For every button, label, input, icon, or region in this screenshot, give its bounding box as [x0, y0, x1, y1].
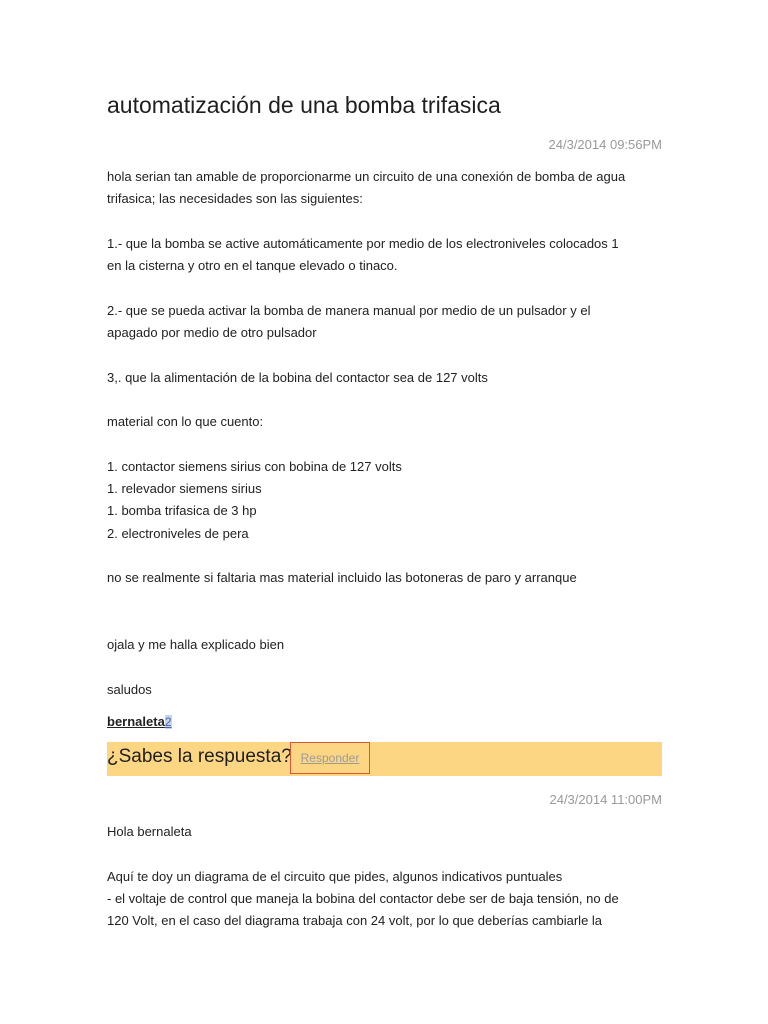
question-line: 1.- que la bomba se active automáticamente por medio de los electroniveles colocados 1	[107, 235, 619, 251]
question-line: 2.- que se pueda activar la bomba de manera manual por medio de un pulsador y el	[107, 302, 591, 318]
author-rank-badge: 2	[164, 715, 172, 729]
question-line: 3,. que la alimentación de la bobina del contactor sea de 127 volts	[107, 369, 488, 385]
question-timestamp: 24/3/2014 09:56PM	[548, 137, 662, 152]
question-line: ojala y me halla explicado bien	[107, 637, 285, 653]
question-body	[107, 166, 662, 701]
thread-title: automatización de una bomba trifasica	[107, 92, 501, 118]
question-line: saludos	[107, 681, 152, 697]
question-line: material con lo que cuento:	[107, 414, 264, 430]
answer-line: 120 Volt, en el caso del diagrama trabaja con 24 volt, por lo que deberías cambiarle la	[107, 913, 603, 929]
question-line: en la cisterna y otro en el tanque elevado o tinaco.	[107, 258, 398, 274]
answer-prompt-question: ¿Sabes la respuesta?	[107, 746, 292, 767]
answer-timestamp: 24/3/2014 11:00PM	[549, 792, 662, 807]
answer-line: Hola bernaleta	[107, 824, 192, 839]
reply-button[interactable]: Responder	[290, 742, 370, 774]
material-list-item: 1. relevador siemens sirius	[107, 481, 262, 497]
question-line: trifasica; las necesidades son las siguientes:	[107, 191, 363, 207]
question-line: apagado por medio de otro pulsador	[107, 325, 317, 341]
answer-line: - el voltaje de control que maneja la bobina del contactor debe ser de baja tensión, no de	[107, 890, 619, 906]
question-line: no se realmente si faltaria mas material incluido las botoneras de paro y arranque	[107, 570, 577, 586]
answer-line: Aquí te doy un diagrama de el circuito que pides, algunos indicativos puntuales	[107, 868, 563, 884]
question-line: hola serian tan amable de proporcionarme un circuito de una conexión de bomba de agua	[107, 169, 626, 184]
answer-body	[107, 821, 662, 932]
material-list-item: 2. electroniveles de pera	[107, 525, 249, 541]
material-list-item: 1. contactor siemens sirius con bobina de 127 volts	[107, 458, 402, 474]
material-list-item: 1. bomba trifasica de 3 hp	[107, 503, 257, 519]
author-name: bernaleta	[107, 714, 165, 729]
answer-prompt-bar	[107, 742, 662, 776]
author-link[interactable]	[107, 714, 172, 729]
